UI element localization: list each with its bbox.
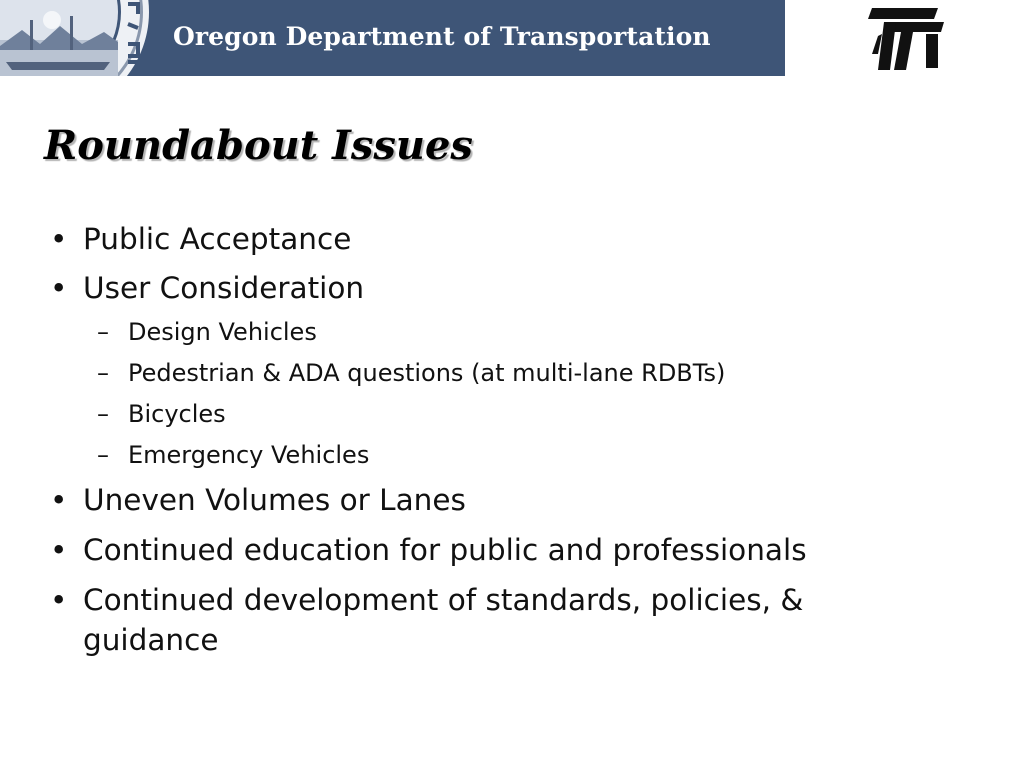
- banner-title: Oregon Department of Transportation: [173, 22, 711, 51]
- bullet-text-continuation: guidance: [83, 623, 219, 657]
- bullet-text: Continued education for public and professionals: [83, 533, 807, 567]
- dash-marker: –: [97, 359, 109, 387]
- bullet-marker: •: [50, 583, 68, 617]
- sub-bullet-text: Bicycles: [128, 400, 226, 428]
- dash-marker: –: [97, 441, 109, 469]
- bullet-marker: •: [50, 483, 68, 517]
- bullet-text: Uneven Volumes or Lanes: [83, 483, 466, 517]
- bullet-text: Public Acceptance: [83, 222, 352, 256]
- bullet-text: User Consideration: [83, 271, 365, 305]
- bullet-text: Continued development of standards, policies, &: [83, 583, 804, 617]
- sub-bullet-text: Design Vehicles: [128, 318, 317, 346]
- slide-title: Roundabout Issues: [44, 122, 473, 169]
- sub-bullet-text: Emergency Vehicles: [128, 441, 370, 469]
- bullet-marker: •: [50, 222, 68, 256]
- bullet-marker: •: [50, 271, 68, 305]
- sub-bullet-text: Pedestrian & ADA questions (at multi-lane RDBTs): [128, 359, 726, 387]
- dash-marker: –: [97, 400, 109, 428]
- bullet-marker: •: [50, 533, 68, 567]
- dash-marker: –: [97, 318, 109, 346]
